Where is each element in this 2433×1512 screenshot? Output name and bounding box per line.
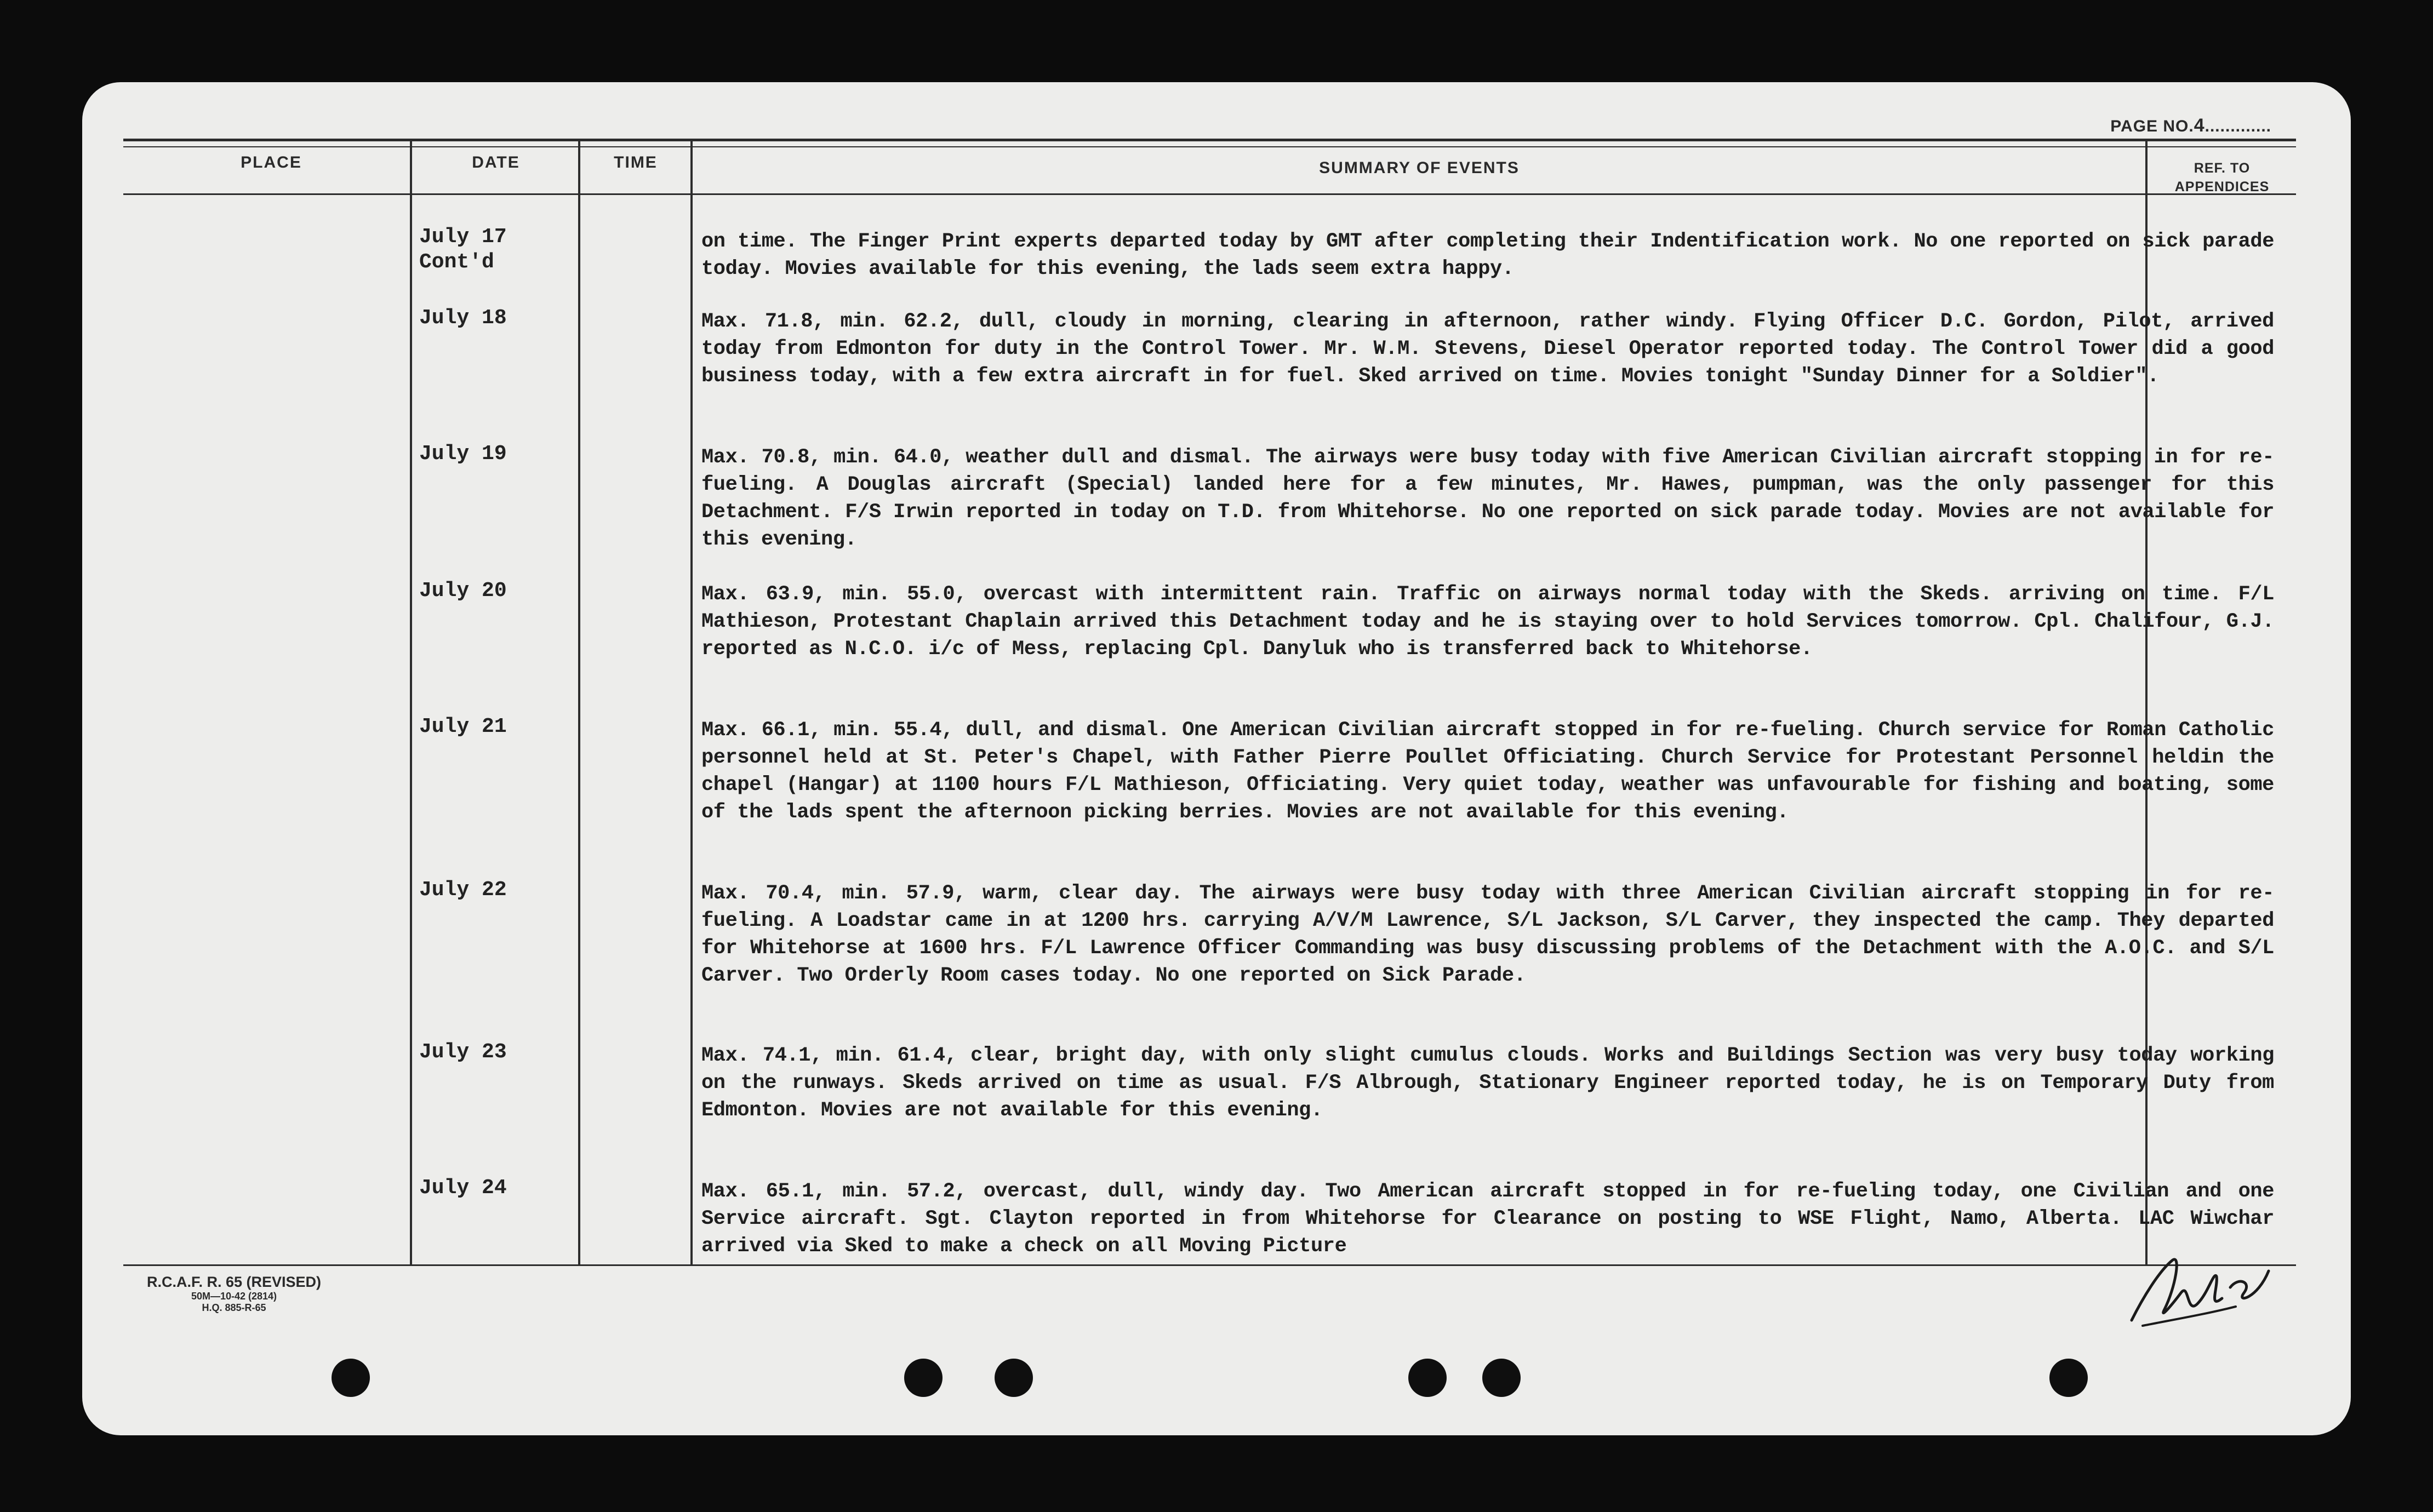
entry-date: July 22	[419, 878, 507, 902]
entry-summary: Max. 74.1, min. 61.4, clear, bright day, with only slight cumulus clouds. Works and Buildings Section was very busy today working on the runways. Skeds arrived on time as usual. F/S Albrough, Stationary Engineer reported today, he is on Temporary Duty from Edmonton. Movies are not available for this evening.	[701, 1044, 2274, 1122]
header-date: DATE	[472, 153, 520, 171]
entry-summary: Max. 63.9, min. 55.0, overcast with intermittent rain. Traffic on airways normal today with the Skeds. arriving on time. F/L Mathieson, Protestant Chaplain arrived this Detachment today and he is staying over to hold Services tomorrow. Cpl. Chalifour, G.J. reported as N.C.O. i/c of Mess, replacing Cpl. Danyluk who is transferred back to Whitehorse.	[701, 583, 2274, 661]
entry-date: July 19	[419, 442, 507, 466]
header-ref	[2148, 159, 2296, 196]
page-number	[2110, 115, 2271, 136]
header-rule	[123, 193, 2296, 195]
entry-summary: Max. 71.8, min. 62.2, dull, cloudy in morning, clearing in afternoon, rather windy. Flying Officer D.C. Gordon, Pilot, arrived today from Edmonton for duty in the Control Tower. Mr. W.M. Stevens, Diesel Operator reported today. The Control Tower did a good business today, with a few extra aircraft in for fuel. Sked arrived on time. Movies tonight "Sunday Dinner for a Soldier".	[701, 310, 2274, 388]
entry-summary: Max. 70.4, min. 57.9, warm, clear day. The airways were busy today with three American Civilian aircraft stopping in for re-fueling. A Loadstar came in at 1200 hrs. carrying A/V/M Lawrence, S/L Jackson, S/L Carver, they inspected the camp. They departed for Whitehorse at 1600 hrs. F/L Lawrence Officer Commanding was busy discussing problems of the Detachment with the A.O.C. and S/L Carver. Two Orderly Room cases today. No one reported on Sick Parade.	[701, 882, 2274, 987]
divider-time-summary	[690, 141, 693, 1264]
bottom-rule	[123, 1264, 2296, 1266]
form-number	[111, 1274, 357, 1314]
handwritten-initials	[2121, 1238, 2285, 1337]
entry-date: July 20	[419, 579, 507, 603]
entry-summary: Max. 65.1, min. 57.2, overcast, dull, windy day. Two American aircraft stopped in for re-fueling today, one Civilian and one Service aircraft. Sgt. Clayton reported in from Whitehorse for Clearance on posting to WSE Flight, Namo, Alberta. LAC Wiwchar arrived via Sked to make a check on all Moving Picture	[701, 1180, 2274, 1258]
top-rule-thick	[123, 139, 2296, 141]
top-rule-thin	[123, 146, 2296, 147]
entry-date: July 21	[419, 715, 507, 738]
header-summary: SUMMARY OF EVENTS	[1319, 159, 1520, 177]
entry-summary: Max. 66.1, min. 55.4, dull, and dismal. One American Civilian aircraft stopped in for re-fueling. Church service for Roman Catholic personnel held at St. Peter's Chapel, with Father Pierre Poullet Officiating. Church Service for Protestant Personnel heldin the chapel (Hangar) at 1100 hours F/L Mathieson, Officiating. Very quiet today, weather was unfavourable for fishing and boating, some of the lads spent the afternoon picking berries. Movies are not available for this evening.	[701, 719, 2274, 824]
header-place: PLACE	[241, 153, 302, 171]
entry-date: July 17 Cont'd	[419, 225, 507, 274]
binder-hole	[332, 1359, 370, 1397]
entry-summary: Max. 70.8, min. 64.0, weather dull and dismal. The airways were busy today with five American Civilian aircraft stopping in for re-fueling. A Douglas aircraft (Special) landed here for a few minutes, Mr. Hawes, pumpman, was the only passenger for this Detachment. F/S Irwin reported in today on T.D. from Whitehorse. No one reported on sick parade today. Movies are not available for this evening.	[701, 446, 2274, 551]
binder-hole	[1482, 1359, 1521, 1397]
form-number-line3: H.Q. 885-R-65	[202, 1302, 266, 1313]
form-number-line2: 50M—10-42 (2814)	[191, 1291, 277, 1302]
divider-date-time	[578, 141, 580, 1264]
binder-hole	[995, 1359, 1033, 1397]
binder-hole	[904, 1359, 943, 1397]
page-number-value: 4	[2194, 115, 2205, 136]
page-number-dots: .............	[2204, 117, 2271, 135]
page-number-label: PAGE NO.	[2110, 117, 2194, 135]
binder-hole	[2049, 1359, 2088, 1397]
binder-hole	[1408, 1359, 1447, 1397]
header-ref-line2: APPENDICES	[2174, 179, 2270, 194]
header-time: TIME	[614, 153, 658, 171]
entry-date: July 18	[419, 306, 507, 330]
entry-summary: on time. The Finger Print experts departed today by GMT after completing their Indentification work. No one reported on sick parade today. Movies available for this evening, the lads seem extra happy.	[701, 230, 2274, 280]
header-ref-line1: REF. TO	[2194, 161, 2251, 176]
record-form	[82, 82, 2351, 1435]
divider-place-date	[410, 141, 412, 1264]
entry-date: July 23	[419, 1040, 507, 1064]
form-number-title: R.C.A.F. R. 65 (REVISED)	[146, 1274, 322, 1290]
entry-date: July 24	[419, 1176, 507, 1200]
